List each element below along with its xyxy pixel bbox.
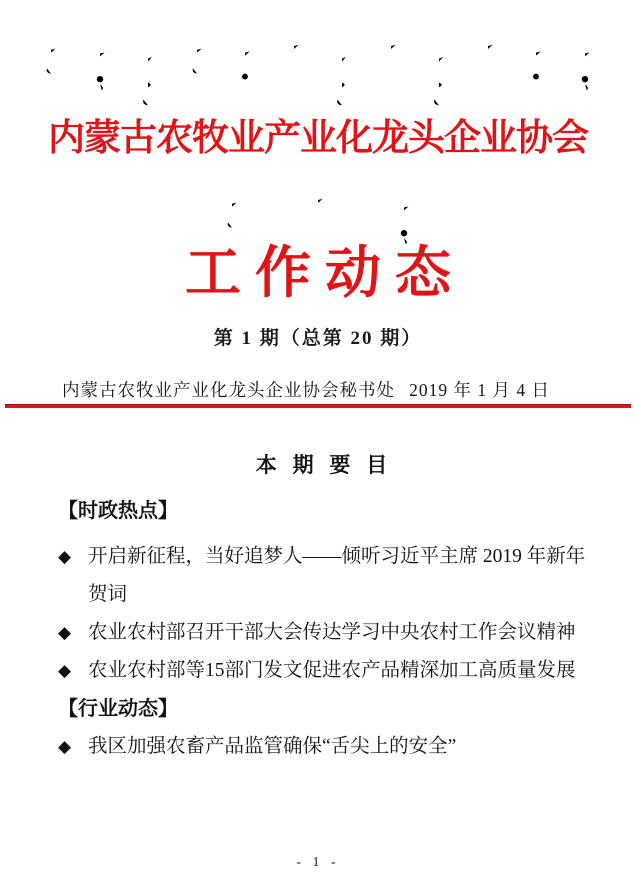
page-number: - 1 -	[296, 855, 340, 870]
list-item	[58, 728, 590, 766]
mongolian-word-icon	[225, 192, 239, 240]
section-title-industry: 【行业动态】	[58, 698, 178, 720]
mongolian-word-icon	[384, 38, 398, 68]
mongolian-word-icon	[190, 38, 204, 86]
issue-date: 2019 年 1 月 4 日	[409, 380, 550, 400]
diamond-bullet-icon: ◆	[58, 623, 72, 642]
contents-heading: 本 期 要 目	[255, 454, 393, 477]
diamond-bullet-icon: ◆	[58, 661, 72, 680]
list-item	[58, 652, 590, 690]
list-item	[58, 538, 590, 614]
list-item-text: 我区加强农畜产品监管确保“舌尖上的安全”	[88, 736, 457, 757]
mongolian-word-icon	[93, 38, 107, 104]
mongolian-word-icon	[578, 38, 592, 104]
publisher-row	[0, 378, 636, 402]
mongolian-word-icon	[529, 38, 543, 100]
list-item	[58, 614, 590, 652]
issue-number-line: 第 1 期（总第 20 期）	[213, 328, 423, 349]
mongolian-word-icon	[311, 192, 325, 222]
red-divider-rule	[5, 404, 631, 408]
section-title-politics: 【时政热点】	[58, 500, 178, 522]
organization-title: 内蒙古农牧业产业化龙头企业协会	[48, 118, 588, 159]
bulletin-title: 工作动态	[185, 243, 465, 305]
contents-block	[0, 452, 636, 766]
mongolian-word-icon	[287, 38, 301, 68]
list-item-text: 农业农村部召开干部大会传达学习中央农村工作会议精神	[88, 622, 576, 643]
list-item-text: 农业农村部等15部门发文促进农产品精深加工高质量发展	[88, 660, 576, 681]
mongolian-word-icon	[44, 38, 58, 86]
diamond-bullet-icon: ◆	[58, 737, 72, 756]
mongolian-word-icon	[238, 38, 252, 100]
mongolian-word-icon	[481, 38, 495, 68]
diamond-bullet-icon: ◆	[58, 547, 72, 566]
list-item-text: 开启新征程，当好追梦人——倾听习近平主席 2019 年新年贺词	[88, 546, 586, 605]
publisher-name: 内蒙古农牧业产业化龙头企业协会秘书处	[62, 380, 395, 400]
